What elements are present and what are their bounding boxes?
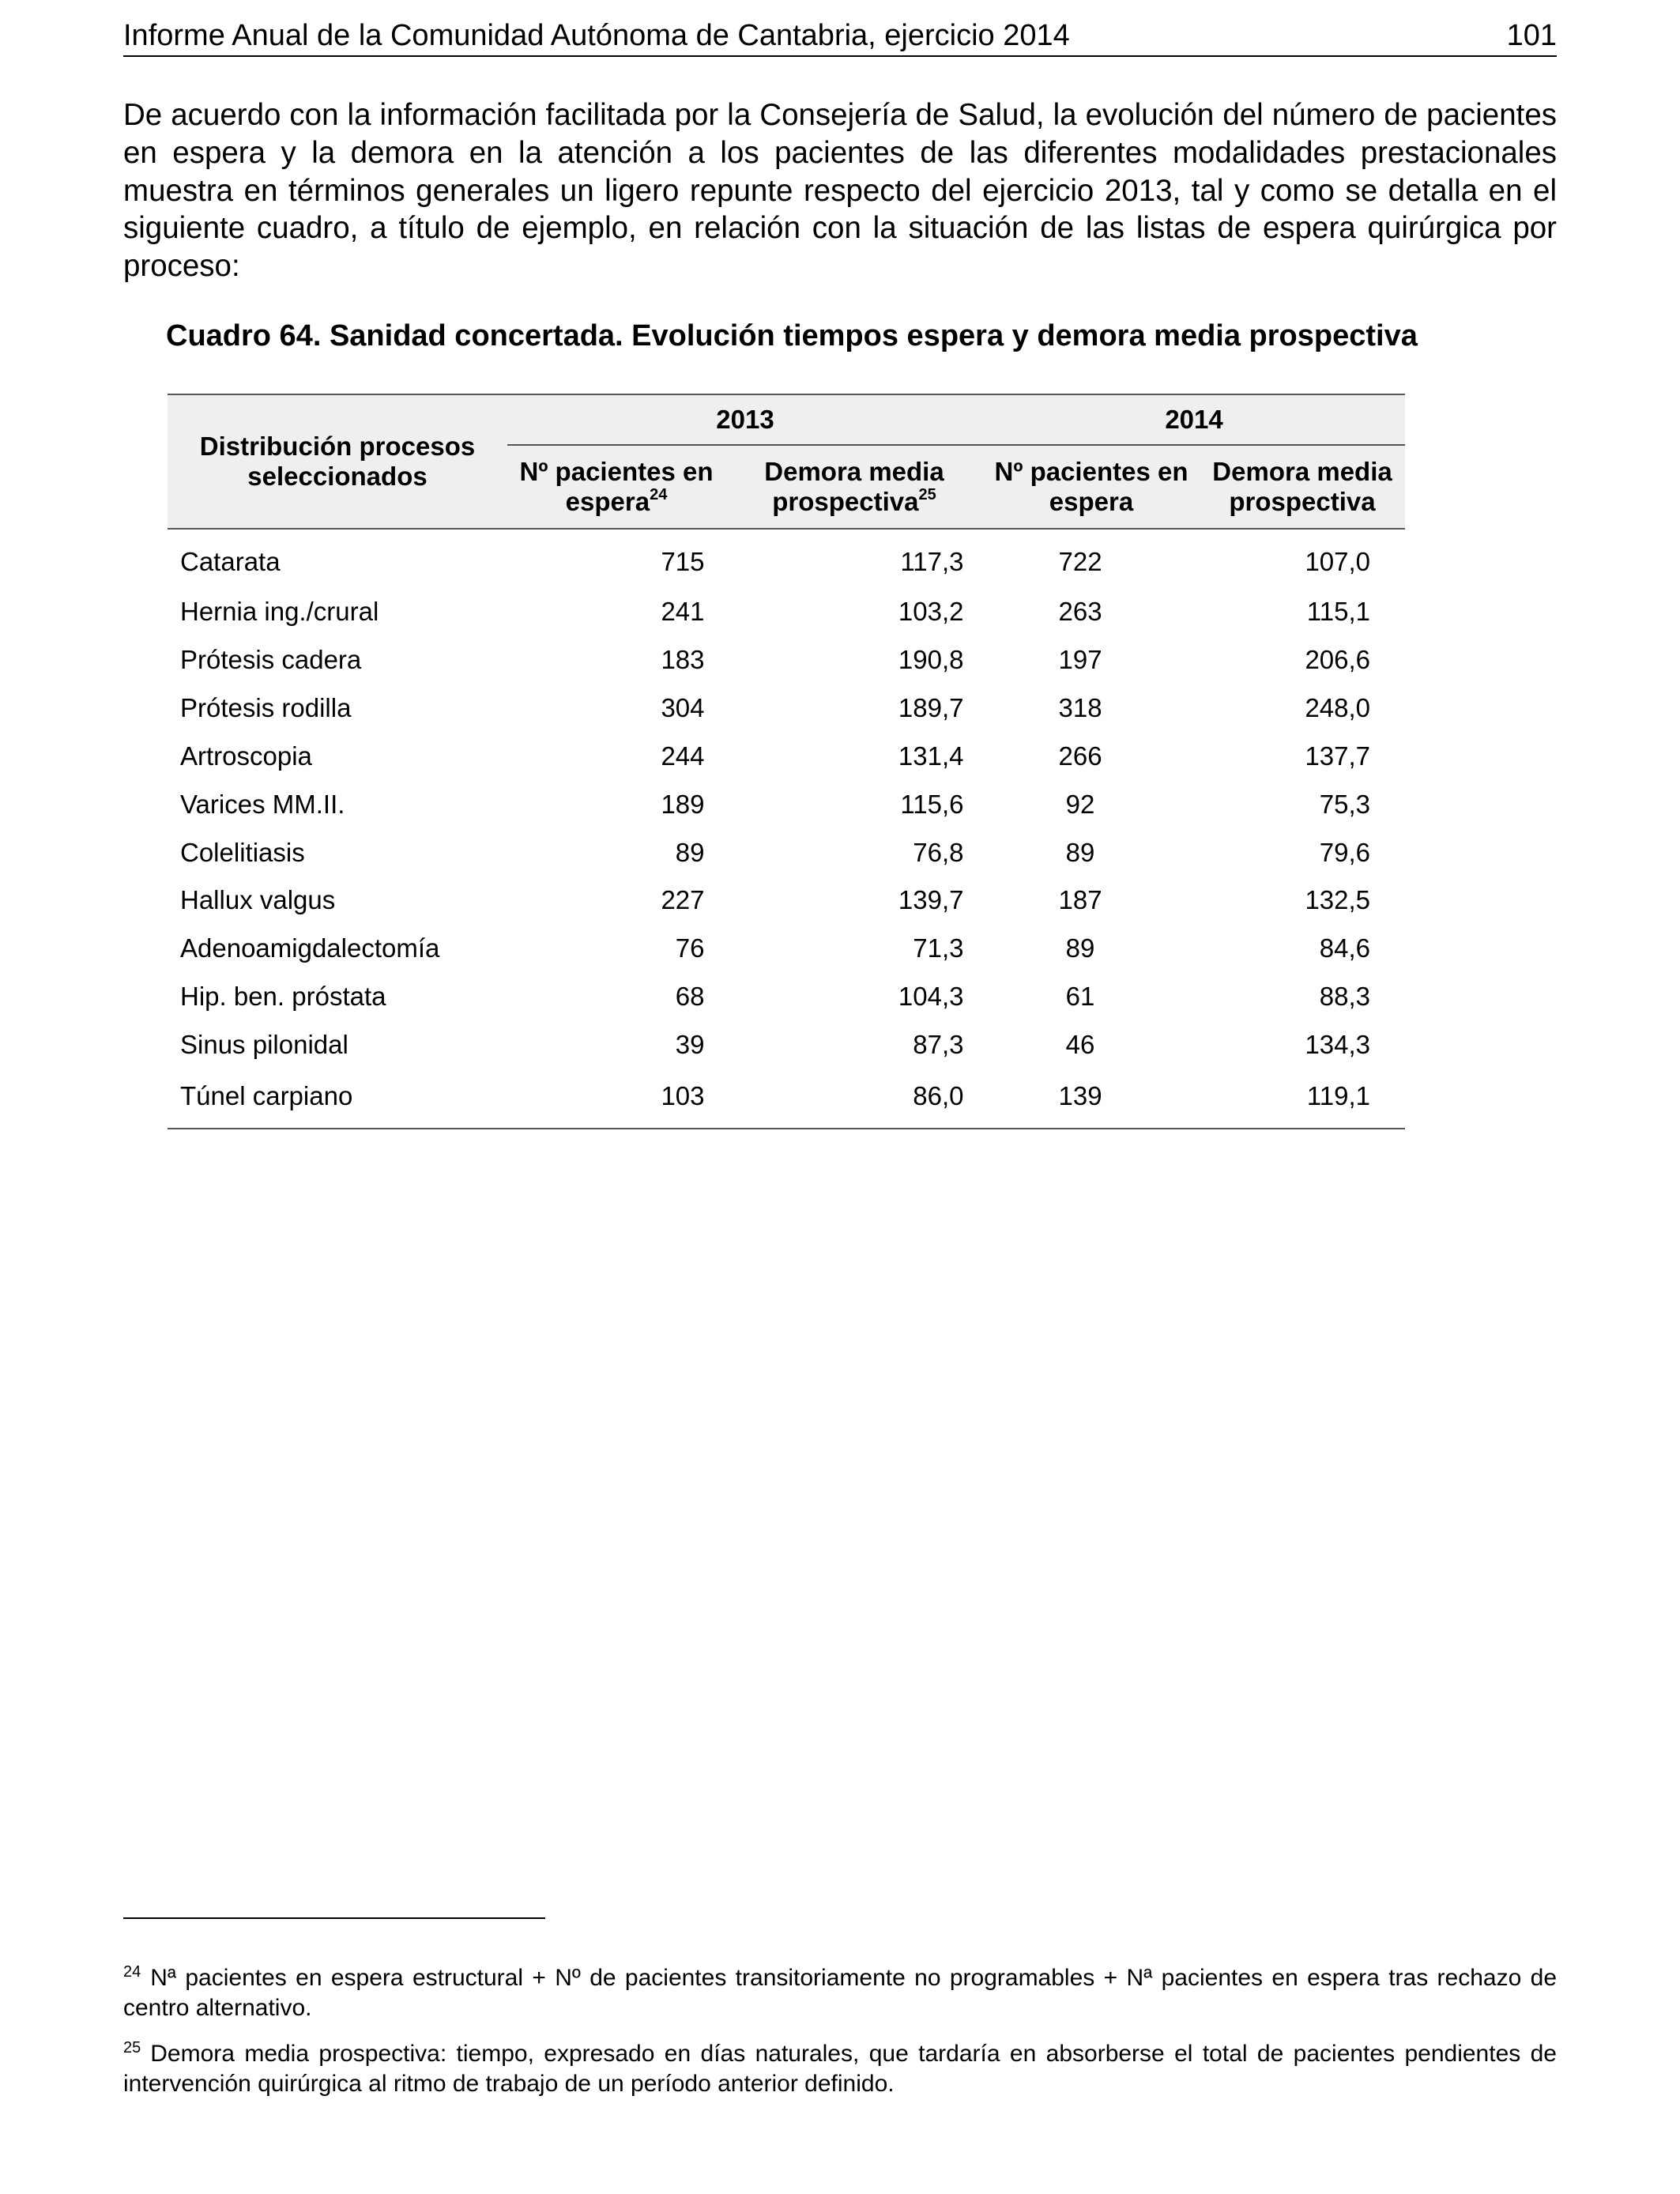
delay-2014-value: 132,5 <box>1305 885 1371 915</box>
delay-2014-value: 137,7 <box>1305 741 1371 771</box>
patients-2014-value: 722 <box>1058 546 1102 576</box>
footnote-number: 24 <box>123 1963 141 1981</box>
patients-2014-value: 266 <box>1058 741 1102 771</box>
footnote-number: 25 <box>123 2039 141 2056</box>
footnote-25 <box>123 2039 1557 2099</box>
process-name: Hip. ben. próstata <box>180 982 386 1012</box>
delay-2014-value: 84,6 <box>1319 933 1371 963</box>
patients-2013-value: 189 <box>661 789 705 819</box>
delay-2014-value: 79,6 <box>1319 837 1371 867</box>
patients-2014-value: 89 <box>1065 933 1095 963</box>
table-row <box>168 529 1405 588</box>
table-row <box>168 636 1405 684</box>
delay-2013-value: 139,7 <box>898 885 964 915</box>
process-name: Túnel carpiano <box>168 1069 507 1129</box>
process-name: Adenoamigdalectomía <box>180 933 440 963</box>
patients-2013-value: 39 <box>675 1030 705 1060</box>
table-caption: Cuadro 64. Sanidad concertada. Evolución tiempos espera y demora media prospectiva <box>166 319 1418 352</box>
delay-2014-value: 134,3 <box>1305 1030 1371 1060</box>
delay-2013-value: 131,4 <box>898 741 964 771</box>
delay-2013-value: 115,6 <box>900 789 964 819</box>
footnote-text: Demora media prospectiva: tiempo, expresado en días naturales, que tardaría en absorberse el total de pacientes pendientes de intervención quirúrgica al ritmo de trabajo de un período anterior definido. <box>123 2041 1557 2097</box>
process-name: Hallux valgus <box>180 885 336 915</box>
delay-2013-header: Demora media prospectiva$^{25}$ <box>725 445 983 529</box>
process-name: Hernia ing./crural <box>180 597 379 626</box>
delay-2013-value: 190,8 <box>898 644 964 674</box>
delay-2014-value: 75,3 <box>1319 789 1371 819</box>
delay-2014-value: 206,6 <box>1305 644 1371 674</box>
patients-2013-value: 68 <box>675 982 705 1012</box>
process-name: Varices MM.II. <box>180 789 345 819</box>
table-row <box>168 1069 1405 1129</box>
footnote-divider <box>123 1917 545 1919</box>
delay-2013-value: 87,3 <box>913 1030 964 1060</box>
delay-2013-value: 104,3 <box>898 982 964 1012</box>
patients-2014-header: Nº pacientes en espera <box>983 445 1200 529</box>
delay-2013-value: 86,0 <box>725 1069 983 1129</box>
footnote-24 <box>123 1963 1557 2023</box>
process-name: Sinus pilonidal <box>180 1030 348 1060</box>
delay-2014-header: Demora media prospectiva <box>1200 445 1405 529</box>
patients-2013-value: 183 <box>661 644 705 674</box>
waiting-times-table <box>168 394 1405 1129</box>
footnote-ref-25: 25 <box>918 486 936 503</box>
patients-2014-value: 197 <box>1058 644 1102 674</box>
delay-2014-value: 248,0 <box>1305 692 1371 722</box>
delay-2014-value: 107,0 <box>1305 546 1371 576</box>
delay-2014-value: 115,1 <box>1306 597 1371 626</box>
patients-2014-value: 61 <box>1065 982 1095 1012</box>
patients-2013-value: 103 <box>507 1069 725 1129</box>
process-name: Prótesis cadera <box>180 644 362 674</box>
footnote-text: Nª pacientes en espera estructural + Nº de pacientes transitoriamente no programables + Nª pacientes en espera tras rechazo de centro alternativo. <box>123 1965 1557 2021</box>
patients-2014-value: 46 <box>1065 1030 1095 1060</box>
patients-2013-value: 715 <box>661 546 705 576</box>
patients-2013-value: 89 <box>675 837 705 867</box>
patients-2014-value: 187 <box>1058 885 1102 915</box>
document-title: Informe Anual de la Comunidad Autónoma de Cantabria, ejercicio 2014 <box>123 19 1070 52</box>
delay-2013-value: 117,3 <box>900 546 964 576</box>
delay-2014-value: 119,1 <box>1200 1069 1405 1129</box>
patients-2013-value: 244 <box>661 741 705 771</box>
year-2013-header: 2013 <box>507 394 983 445</box>
patients-2014-value: 318 <box>1058 692 1102 722</box>
patients-2014-value: 89 <box>1065 837 1095 867</box>
delay-2014-value: 88,3 <box>1319 982 1371 1012</box>
delay-2013-value: 189,7 <box>898 692 964 722</box>
patients-2014-value: 263 <box>1058 597 1102 626</box>
table-row <box>168 1021 1405 1069</box>
page-number: 101 <box>1506 19 1557 52</box>
process-column-header: Distribución procesos seleccionados <box>168 394 507 529</box>
page-header <box>123 16 1557 57</box>
table-row <box>168 829 1405 877</box>
patients-2014-value: 139 <box>983 1069 1200 1129</box>
process-name: Colelitiasis <box>180 837 305 867</box>
table-row <box>168 925 1405 973</box>
delay-2013-value: 76,8 <box>913 837 964 867</box>
table-row <box>168 876 1405 925</box>
footnote-ref-24: 24 <box>650 486 668 503</box>
year-2014-header: 2014 <box>983 394 1405 445</box>
table-row <box>168 733 1405 781</box>
patients-2014-value: 92 <box>1065 789 1095 819</box>
patients-2013-header: Nº pacientes en espera$^{24}$ <box>507 445 725 529</box>
process-name: Artroscopia <box>180 741 312 771</box>
patients-2013-value: 304 <box>661 692 705 722</box>
process-name: Prótesis rodilla <box>180 692 352 722</box>
intro-paragraph: De acuerdo con la información facilitada por la Consejería de Salud, la evolución del número de pacientes en espera y la demora en la atención a los pacientes de las diferentes modalidades prestacionales muestra en términos generales un ligero repunte respecto del ejercicio 2013, tal y como se detalla en el siguiente cuadro, a título de ejemplo, en relación con la situación de las listas de espera quirúrgica por proceso: <box>123 98 1557 284</box>
table-row <box>168 684 1405 733</box>
delay-2013-value: 71,3 <box>913 933 964 963</box>
patients-2013-value: 76 <box>675 933 705 963</box>
patients-2013-value: 241 <box>661 597 705 626</box>
table-row <box>168 781 1405 829</box>
table-row <box>168 588 1405 636</box>
process-name: Catarata <box>180 546 281 576</box>
patients-2013-value: 227 <box>661 885 705 915</box>
delay-2013-value: 103,2 <box>898 597 964 626</box>
table-row <box>168 973 1405 1021</box>
